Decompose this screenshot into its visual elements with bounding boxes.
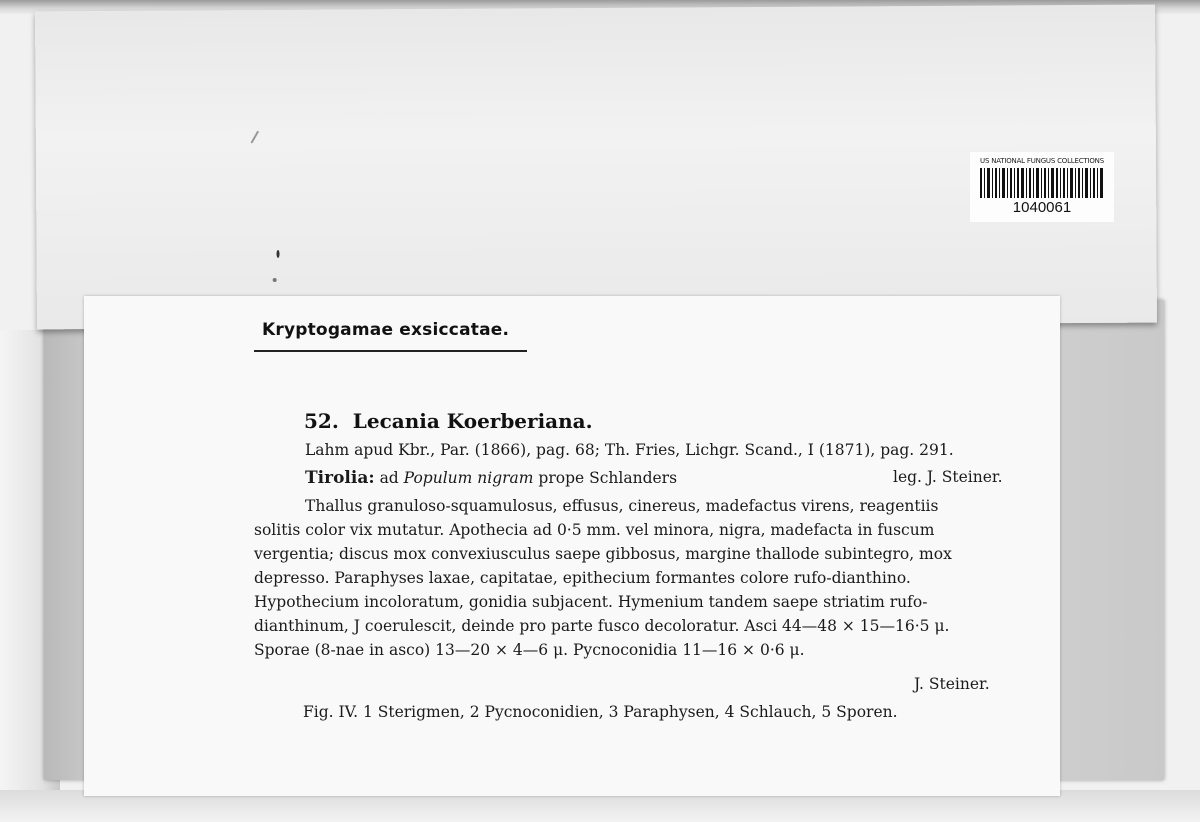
paper-speck bbox=[273, 278, 277, 282]
locality-suffix: prope Schlanders bbox=[538, 469, 678, 487]
description-line: dianthinum, J coerulescit, deinde pro parte fusco decoloratur. Asci 44—48 × 15—16·5 μ. bbox=[254, 617, 950, 635]
locality-prefix: ad bbox=[379, 469, 399, 487]
paper-mark bbox=[250, 131, 259, 144]
description-line: vergentia; discus mox convexiusculus saepe gibbosus, margine thallode subintegro, mox bbox=[254, 545, 952, 563]
description-line: Sporae (8-nae in asco) 13—20 × 4—6 μ. Pycnoconidia 11—16 × 0·6 μ. bbox=[254, 641, 805, 659]
series-title-underline bbox=[254, 350, 527, 352]
locality-place: Tirolia: bbox=[305, 468, 375, 488]
barcode-label bbox=[970, 152, 1114, 222]
citation-line: Lahm apud Kbr., Par. (1866), pag. 68; Th. Fries, Lichgr. Scand., I (1871), pag. 291. bbox=[305, 441, 954, 459]
description-line: solitis color vix mutatur. Apothecia ad 0·5 mm. vel minora, nigra, madefacta in fuscum bbox=[254, 521, 935, 539]
species-heading bbox=[304, 409, 593, 433]
barcode-caption: US NATIONAL FUNGUS COLLECTIONS bbox=[980, 157, 1104, 165]
collector: leg. J. Steiner. bbox=[893, 468, 1003, 486]
locality-host: Populum nigram bbox=[403, 469, 534, 487]
description-line: Thallus granuloso-squamulosus, effusus, cinereus, madefactus virens, reagentiis bbox=[305, 497, 939, 515]
paper-speck bbox=[277, 250, 280, 258]
barcode-icon bbox=[980, 168, 1104, 198]
species-number: 52. bbox=[304, 409, 339, 433]
series-title: Kryptogamae exsiccatae. bbox=[262, 320, 510, 340]
description-author: J. Steiner. bbox=[914, 675, 990, 693]
barcode-number: 1040061 bbox=[1012, 199, 1072, 216]
figure-caption: Fig. IV. 1 Sterigmen, 2 Pycnoconidien, 3 Paraphysen, 4 Schlauch, 5 Sporen. bbox=[303, 703, 898, 721]
species-name: Lecania Koerberiana. bbox=[352, 409, 593, 433]
description-line: depresso. Paraphyses laxae, capitatae, epithecium formantes colore rufo-dianthino. bbox=[254, 569, 911, 587]
locality-line bbox=[305, 468, 677, 488]
description-line: Hypothecium incoloratum, gonidia subjacent. Hymenium tandem saepe striatim rufo- bbox=[254, 593, 928, 611]
